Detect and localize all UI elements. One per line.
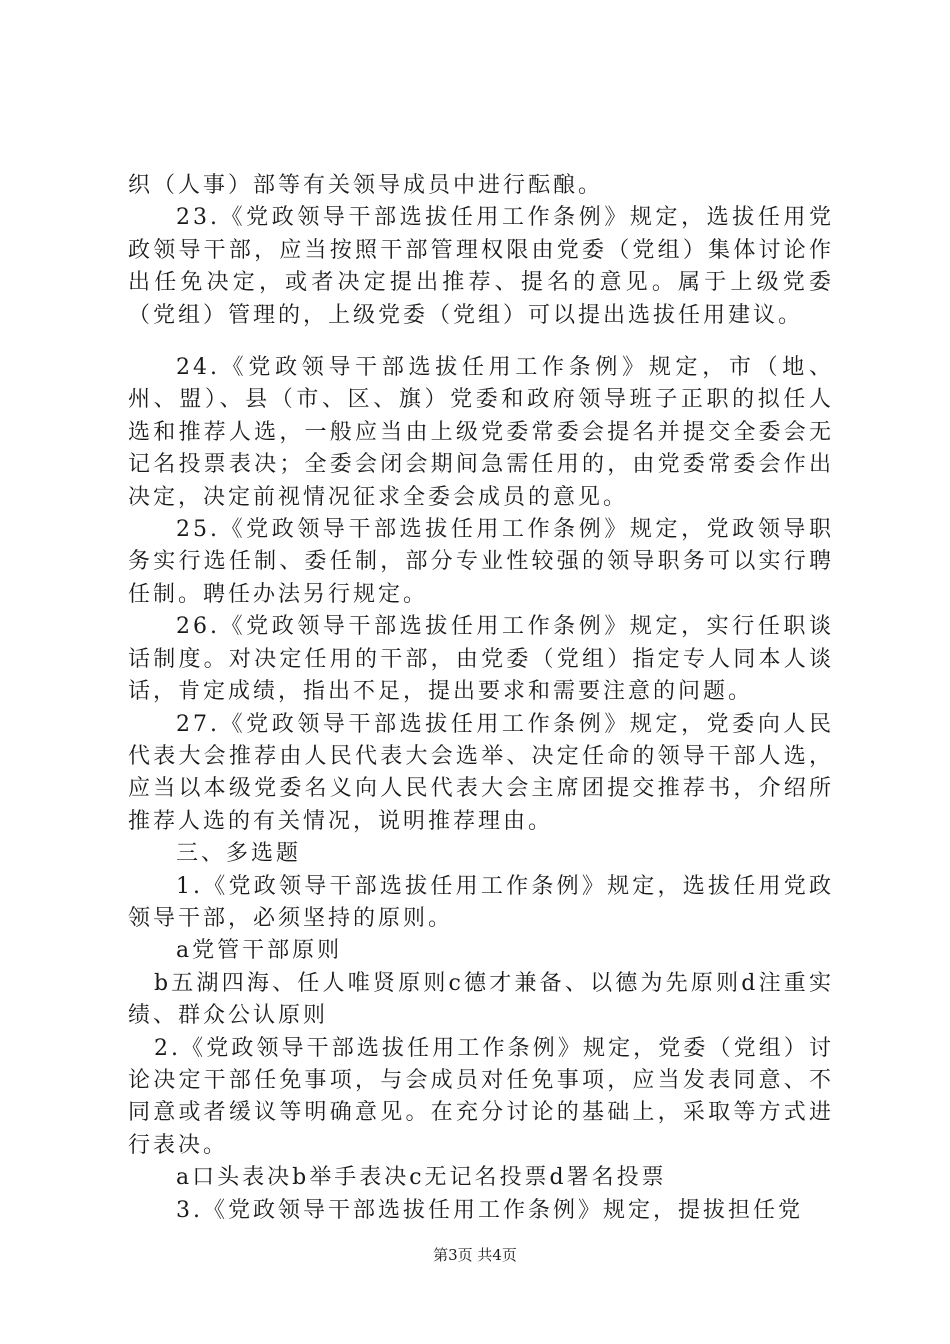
question-3: 3.《党政领导干部选拔任用工作条例》规定，提拔担任党 [176, 1197, 803, 1223]
question-1-option-a: a党管干部原则 [176, 938, 343, 964]
question-2-options: a口头表决b举手表决c无记名投票d署名投票 [176, 1165, 667, 1191]
paragraph-continuation: 织（人事）部等有关领导成员中进行酝酿。 [128, 173, 604, 198]
section-heading-multiple-choice: 三、多选题 [176, 841, 302, 867]
question-2: 2.《党政领导干部选拔任用工作条例》规定，党委（党组）讨论决定干部任免事项，与会成员对任免事项，应当发表同意、不同意或者缓议等明确意见。在充分讨论的基础上，采取等方式进行表决。 [128, 1035, 834, 1158]
paragraph-item-25: 25.《党政领导干部选拔任用工作条例》规定，党政领导职务实行选任制、委任制，部分专业性较强的领导职务可以实行聘任制。聘任办法另行规定。 [128, 517, 834, 607]
page-footer: 第3页 共4页 [433, 1246, 517, 1264]
paragraph-item-26: 26.《党政领导干部选拔任用工作条例》规定，实行任职谈话制度。对决定任用的干部，由党委（党组）指定专人同本人谈话，肯定成绩，指出不足，提出要求和需要注意的问题。 [128, 614, 834, 705]
document-body [128, 170, 834, 1227]
paragraph-item-27: 27.《党政领导干部选拔任用工作条例》规定，党委向人民代表大会推荐由人民代表大会选举、决定任命的领导干部人选，应当以本级党委名义向人民代表大会主席团提交推荐书，介绍所推荐人选的有关情况，说明推荐理由。 [128, 711, 834, 834]
paragraph-gap [128, 332, 834, 352]
paragraph-item-24: 24.《党政领导干部选拔任用工作条例》规定，市（地、州、盟）、县（市、区、旗）党委和政府领导班子正职的拟任人选和推荐人选，一般应当由上级党委常委会提名并提交全委会无记名投票表决；全委会闭会期间急需任用的，由党委常委会作出决定，决定前视情况征求全委会成员的意见。 [128, 355, 834, 510]
question-1: 1.《党政领导干部选拔任用工作条例》规定，选拔任用党政领导干部，必须坚持的原则。 [128, 873, 834, 931]
question-1-options-bcd: b五湖四海、任人唯贤原则c德才兼备、以德为先原则d注重实绩、群众公认原则 [128, 970, 834, 1029]
paragraph-item-23: 23.《党政领导干部选拔任用工作条例》规定，选拔任用党政领导干部，应当按照干部管理权限由党委（党组）集体讨论作出任免决定，或者决定提出推荐、提名的意见。属于上级党委（党组）管理的，上级党委（党组）可以提出选拔任用建议。 [128, 205, 834, 328]
